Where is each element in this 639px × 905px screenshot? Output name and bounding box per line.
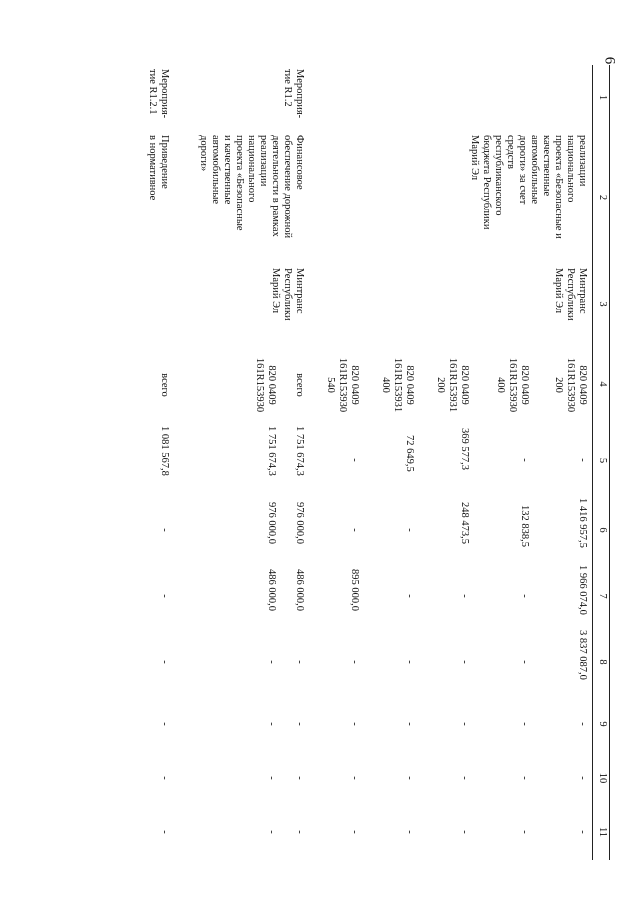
row1-sub1-c8: 3 837 087,0 (577, 630, 588, 680)
page-number: 6 (601, 56, 618, 65)
row2-sub2-c10: - (266, 776, 277, 780)
row1-sub2-c11: - (519, 830, 530, 834)
row1-sub2-code: 820 0409 161R153930 400 (495, 357, 530, 413)
row3-sub1-c11: - (159, 830, 170, 834)
header-col-4: 4 (597, 381, 608, 387)
row1-sub5-code: 820 0409 161R153930 540 (325, 357, 360, 413)
row1-sub1-c5: - (577, 458, 588, 462)
row1-sub4-c5: 72 649,5 (404, 435, 415, 472)
row2-sub1-c11: - (294, 830, 305, 834)
row1-executor: Минтранс Республики Марий Эл (553, 268, 588, 321)
row1-sub2-c10: - (519, 776, 530, 780)
row1-sub4-code: 820 0409 161R153931 400 (380, 357, 415, 413)
header-col-2: 2 (597, 194, 608, 201)
row1-sub5-c9: - (349, 722, 360, 726)
row3-id: Мероприя- тие R1.2.1 (147, 69, 170, 119)
row2-sub2-code: 820 0409 161R153930 (254, 357, 277, 413)
row1-sub5-c11: - (349, 830, 360, 834)
row2-sub1-code: всего (294, 373, 305, 397)
row1-sub2-c8: - (519, 660, 530, 664)
row1-sub1-c6: 1 416 957,5 (577, 498, 588, 548)
header-bottom-border (592, 65, 593, 860)
row2-sub1-c6: 976 000,0 (294, 502, 305, 544)
row1-sub2-c9: - (519, 722, 530, 726)
header-col-10: 10 (597, 772, 608, 784)
row2-description: Финансовое обеспечение дорожной деятельности в рамках реализации национального проекта «Безопасные и качественные автомобильные дороги» (198, 135, 305, 239)
row1-sub3-c10: - (459, 776, 470, 780)
row3-sub1-c6: - (159, 528, 170, 532)
header-col-1: 1 (597, 94, 608, 101)
row2-sub1-c10: - (294, 776, 305, 780)
row1-sub3-c7: - (459, 594, 470, 598)
row1-sub1-c10: - (577, 776, 588, 780)
row1-sub3-c9: - (459, 722, 470, 726)
row3-sub1-c10: - (159, 776, 170, 780)
row2-sub2-c11: - (266, 830, 277, 834)
header-col-5: 5 (597, 457, 608, 464)
row2-sub2-c5: 1 751 674,3 (266, 426, 277, 476)
row1-sub1-c11: - (577, 830, 588, 834)
row3-sub1-c9: - (159, 722, 170, 726)
row1-description: реализации национального проекта «Безопасные и качественные автомобильные дороги» за счет средств республиканского бюджета Республики Марий Эл (469, 135, 588, 239)
row1-sub4-c11: - (404, 830, 415, 834)
row2-executor: Минтранс Республики Марий Эл (270, 268, 305, 321)
row2-sub2-c8: - (266, 660, 277, 664)
header-col-6: 6 (597, 527, 608, 533)
row1-sub2-c5: - (519, 458, 530, 462)
row1-sub1-c9: - (577, 722, 588, 726)
header-col-3: 3 (597, 301, 608, 307)
row1-sub4-c9: - (404, 722, 415, 726)
header-col-8: 8 (597, 659, 608, 665)
row1-sub3-code: 820 0409 161R153931 200 (435, 357, 470, 413)
row1-sub5-c10: - (349, 776, 360, 780)
row1-sub2-c7: - (519, 594, 530, 598)
row2-sub1-c9: - (294, 722, 305, 726)
row1-sub5-c8: - (349, 660, 360, 664)
row3-sub1-code: всего (159, 373, 170, 397)
row1-sub2-c6: 132 838,5 (519, 505, 530, 547)
row1-sub3-c5: 369 577,3 (459, 428, 470, 470)
row1-sub1-c7: 1 966 074,0 (577, 565, 588, 615)
row1-sub5-c7: 895 000,0 (349, 569, 360, 611)
table-top-border (609, 65, 610, 860)
row1-sub3-c6: 248 473,5 (459, 502, 470, 544)
row2-sub1-c8: - (294, 660, 305, 664)
row2-sub1-c5: 1 751 674,3 (294, 426, 305, 476)
row1-sub4-c7: - (404, 594, 415, 598)
row3-sub1-c7: - (159, 594, 170, 598)
row2-sub2-c6: 976 000,0 (266, 502, 277, 544)
header-col-7: 7 (597, 593, 608, 599)
header-col-11: 11 (597, 826, 608, 838)
row3-description: Приведение в нормативное (147, 135, 170, 201)
row1-sub4-c10: - (404, 776, 415, 780)
row1-sub3-c8: - (459, 660, 470, 664)
row2-sub2-c9: - (266, 722, 277, 726)
row1-sub5-c6: - (349, 528, 360, 532)
row2-sub2-c7: 486 000,0 (266, 569, 277, 611)
row2-id: Мероприя- тие R1.2 (282, 69, 305, 119)
row1-sub3-c11: - (459, 830, 470, 834)
row1-sub4-c6: - (404, 528, 415, 532)
rotated-table (90, 65, 610, 860)
row2-sub1-c7: 486 000,0 (294, 569, 305, 611)
row3-sub1-c5: 1 081 567,8 (159, 426, 170, 476)
row1-sub1-code: 820 0409 161R153930 200 (553, 357, 588, 413)
header-col-9: 9 (597, 721, 608, 727)
row3-sub1-c8: - (159, 660, 170, 664)
row1-sub5-c5: - (349, 458, 360, 462)
row1-sub4-c8: - (404, 660, 415, 664)
